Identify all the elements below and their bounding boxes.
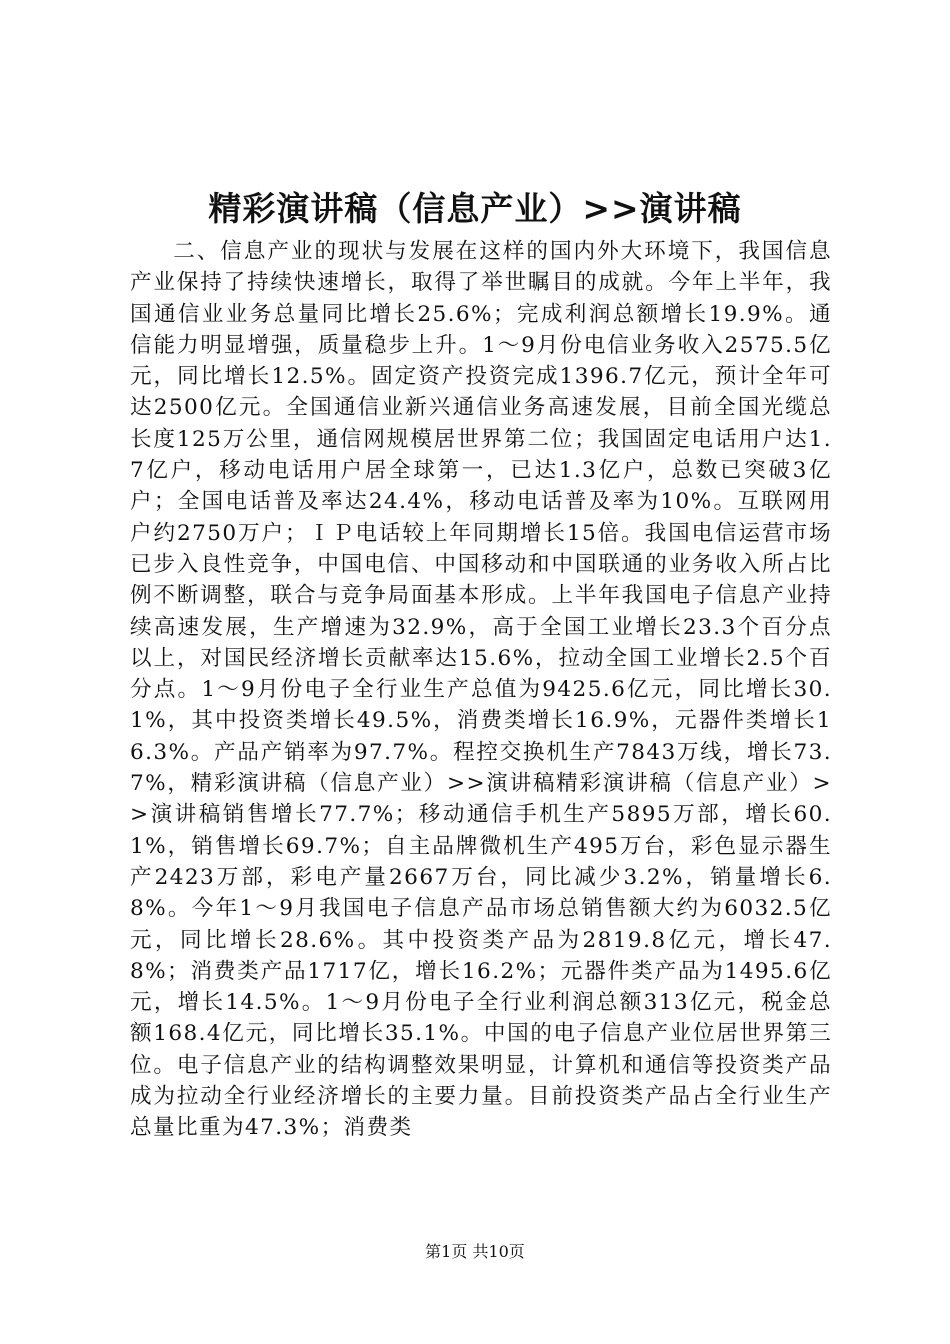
document-title: 精彩演讲稿（信息产业）>>演讲稿 [208,189,742,228]
page-footer: 第1页 共10页 [425,1242,525,1261]
document-body-paragraph: 二、信息产业的现状与发展在这样的国内外大环境下，我国信息产业保持了持续快速增长，取得了举世瞩目的成就。今年上半年，我国通信业业务总量同比增长25.6%；完成利润总额增长19.9%。通信能力明显增强，质量稳步上升。1～9月份电信业务收入2575.5亿元，同比增长12.5%。固定资产投资完成1396.7亿元，预计全年可达2500亿元。全国通信业新兴通信业务高速发展，目前全国光缆总长度125万公里，通信网规模居世界第二位；我国固定电话用户达1.7亿户，移动电话用户居全球第一，已达1.3亿户，总数已突破3亿户；全国电话普及率达24.4%，移动电话普及率为10%。互联网用户约2750万户；ＩＰ电话较上年同期增长15倍。我国电信运营市场已步入良性竞争，中国电信、中国移动和中国联通的业务收入所占比例不断调整，联合与竞争局面基本形成。上半年我国电子信息产业持续高速发展，生产增速为32.9%，高于全国工业增长23.3个百分点以上，对国民经济增长贡献率达15.6%，拉动全国工业增长2.5个百分点。1～9月份电子全行业生产总值为9425.6亿元，同比增长30.1%，其中投资类增长49.5%，消费类增长16.9%，元器件类增长16.3%。产品产销率为97.7%。程控交换机生产7843万线，增长73.7%，精彩演讲稿（信息产业）>>演讲稿精彩演讲稿（信息产业）>>演讲稿销售增长77.7%；移动通信手机生产5895万部，增长60.1%，销售增长69.7%；自主品牌微机生产495万台，彩色显示器生产2423万部，彩电产量2667万台，同比减少3.2%，销量增长6.8%。今年1～9月我国电子信息产品市场总销售额大约为6032.5亿元，同比增长28.6%。其中投资类产品为2819.8亿元，增长47.8%；消费类产品1717亿，增长16.2%；元器件类产品为1495.6亿元，增长14.5%。1～9月份电子全行业利润总额313亿元，税金总额168.4亿元，同比增长35.1%。中国的电子信息产业位居世界第三位。电子信息产业的结构调整效果明显，计算机和通信等投资类产品成为拉动全行业经济增长的主要力量。目前投资类产品占全行业生产总量比重为47.3%；消费类 [130,239,832,1141]
